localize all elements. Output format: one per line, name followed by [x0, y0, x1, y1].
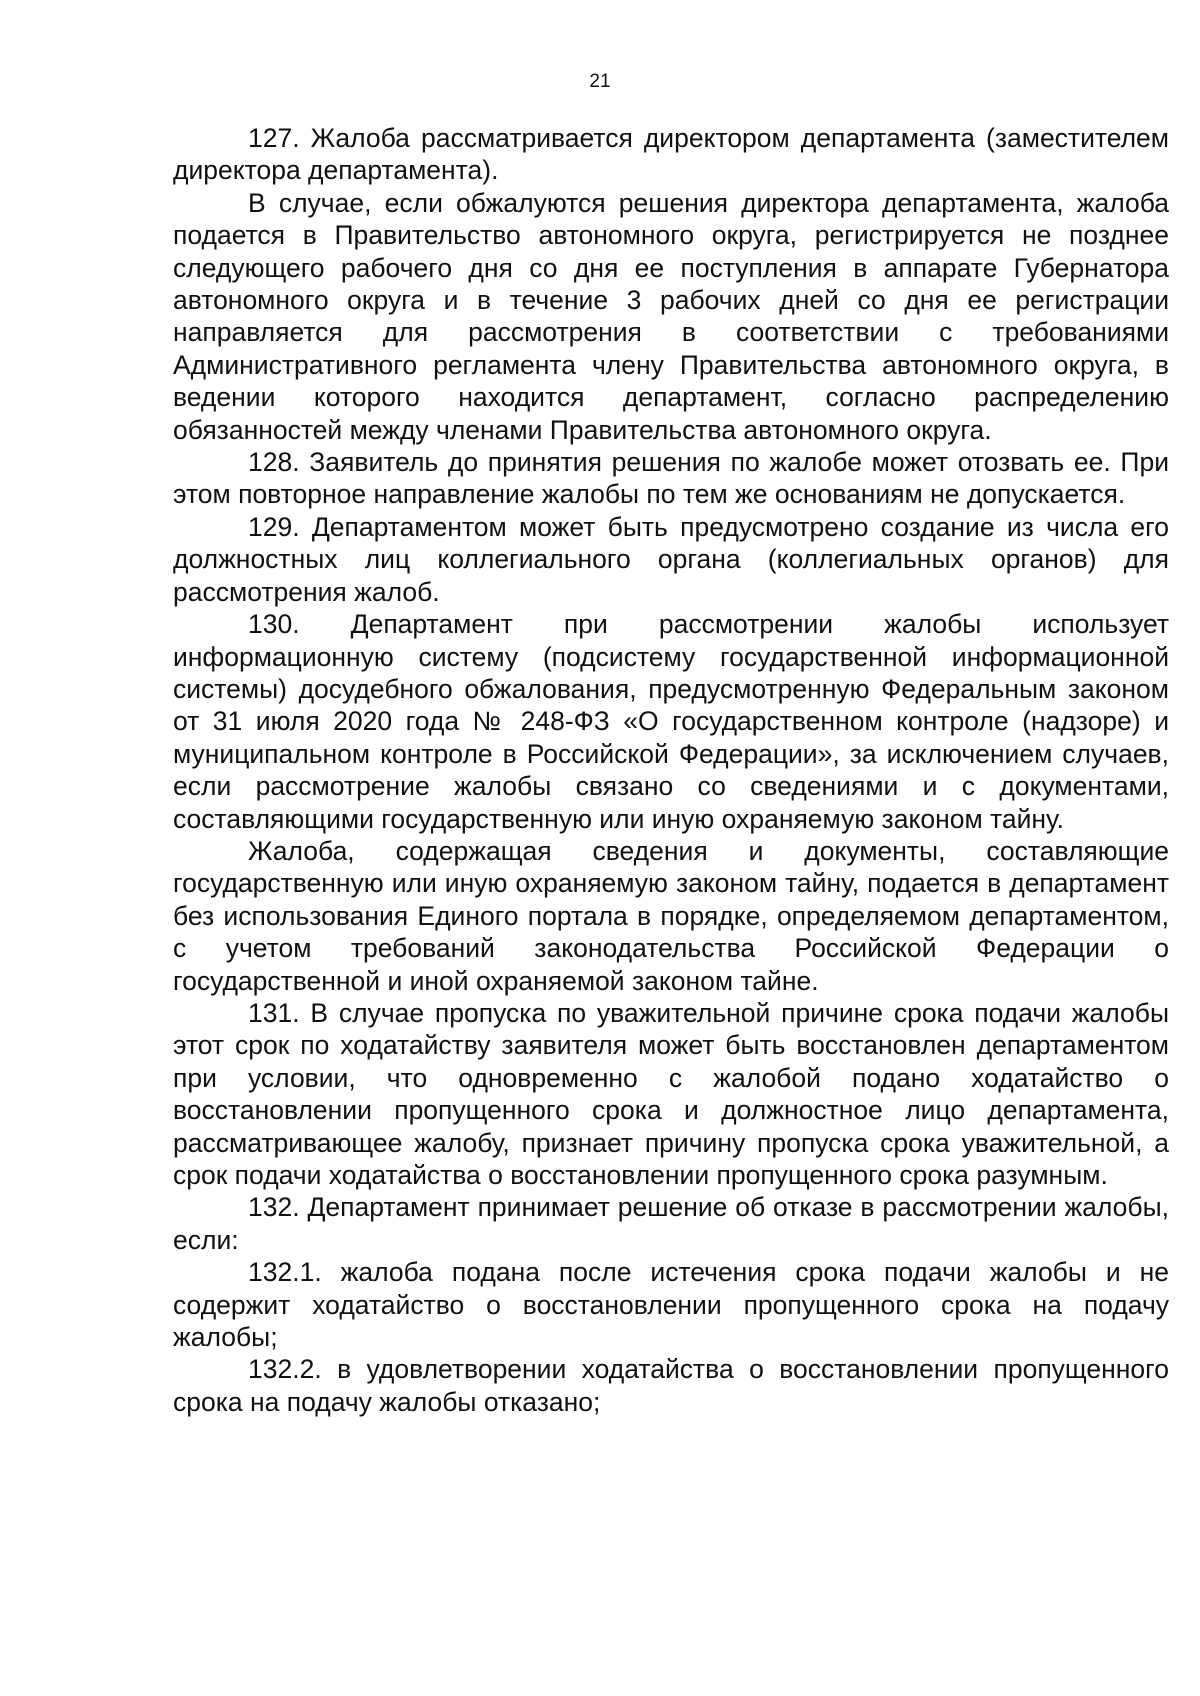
paragraph-127: 127. Жалоба рассматривается директором департамента (заместителем директора департамента).: [173, 123, 1169, 186]
paragraph-127-appeal: В случае, если обжалуются решения директора департамента, жалоба подается в Правительство автономного округа, регистрируется не позднее следующего рабочего дня со дня ее поступления в аппарате Губернатора автономного округа и в течение 3 рабочих дней со дня ее регистрации направляется для рассмотрения в соответствии с требованиями Административного регламента члену Правительства автономного округа, в ведении которого находится департамент, согласно распределению обязанностей между членами Правительства автономного округа.: [173, 187, 1169, 445]
document-body: [173, 122, 1169, 1418]
paragraph-128: 128. Заявитель до принятия решения по жалобе может отозвать ее. При этом повторное направление жалобы по тем же основаниям не допускается.: [173, 447, 1169, 510]
page-number: 21: [589, 71, 611, 92]
paragraph-131: 131. В случае пропуска по уважительной причине срока подачи жалобы этот срок по ходатайству заявителя может быть восстановлен департаментом при условии, что одновременно с жалобой подано ходатайство о восстановлении пропущенного срока и должностное лицо департамента, рассматривающее жалобу, признает причину пропуска срока уважительной, а срок подачи ходатайства о восстановлении пропущенного срока разумным.: [173, 997, 1169, 1190]
paragraph-132-2: 132.2. в удовлетворении ходатайства о восстановлении пропущенного срока на подачу жалобы отказано;: [173, 1354, 1169, 1417]
paragraph-132: 132. Департамент принимает решение об отказе в рассмотрении жалобы, если:: [173, 1192, 1169, 1255]
paragraph-132-1: 132.1. жалоба подана после истечения срока подачи жалобы и не содержит ходатайство о восстановлении пропущенного срока на подачу жалобы;: [173, 1257, 1169, 1353]
paragraph-130: 130. Департамент при рассмотрении жалобы использует информационную систему (подсистему государственной информационной системы) досудебного обжалования, предусмотренную Федеральным законом от 31 июля 2020 года № 248-ФЗ «О государственном контроле (надзоре) и муниципальном контроле в Российской Федерации», за исключением случаев, если рассмотрение жалобы связано со сведениями и с документами, составляющими государственную или иную охраняемую законом тайну.: [173, 609, 1169, 834]
paragraph-130-secret: Жалоба, содержащая сведения и документы, составляющие государственную или иную охраняемую законом тайну, подается в департамент без использования Единого портала в порядке, определяемом департаментом, с учетом требований законодательства Российской Федерации о государственной и иной охраняемой законом тайне.: [173, 835, 1169, 996]
paragraph-129: 129. Департаментом может быть предусмотрено создание из числа его должностных лиц коллегиального органа (коллегиальных органов) для рассмотрения жалоб.: [173, 511, 1169, 607]
